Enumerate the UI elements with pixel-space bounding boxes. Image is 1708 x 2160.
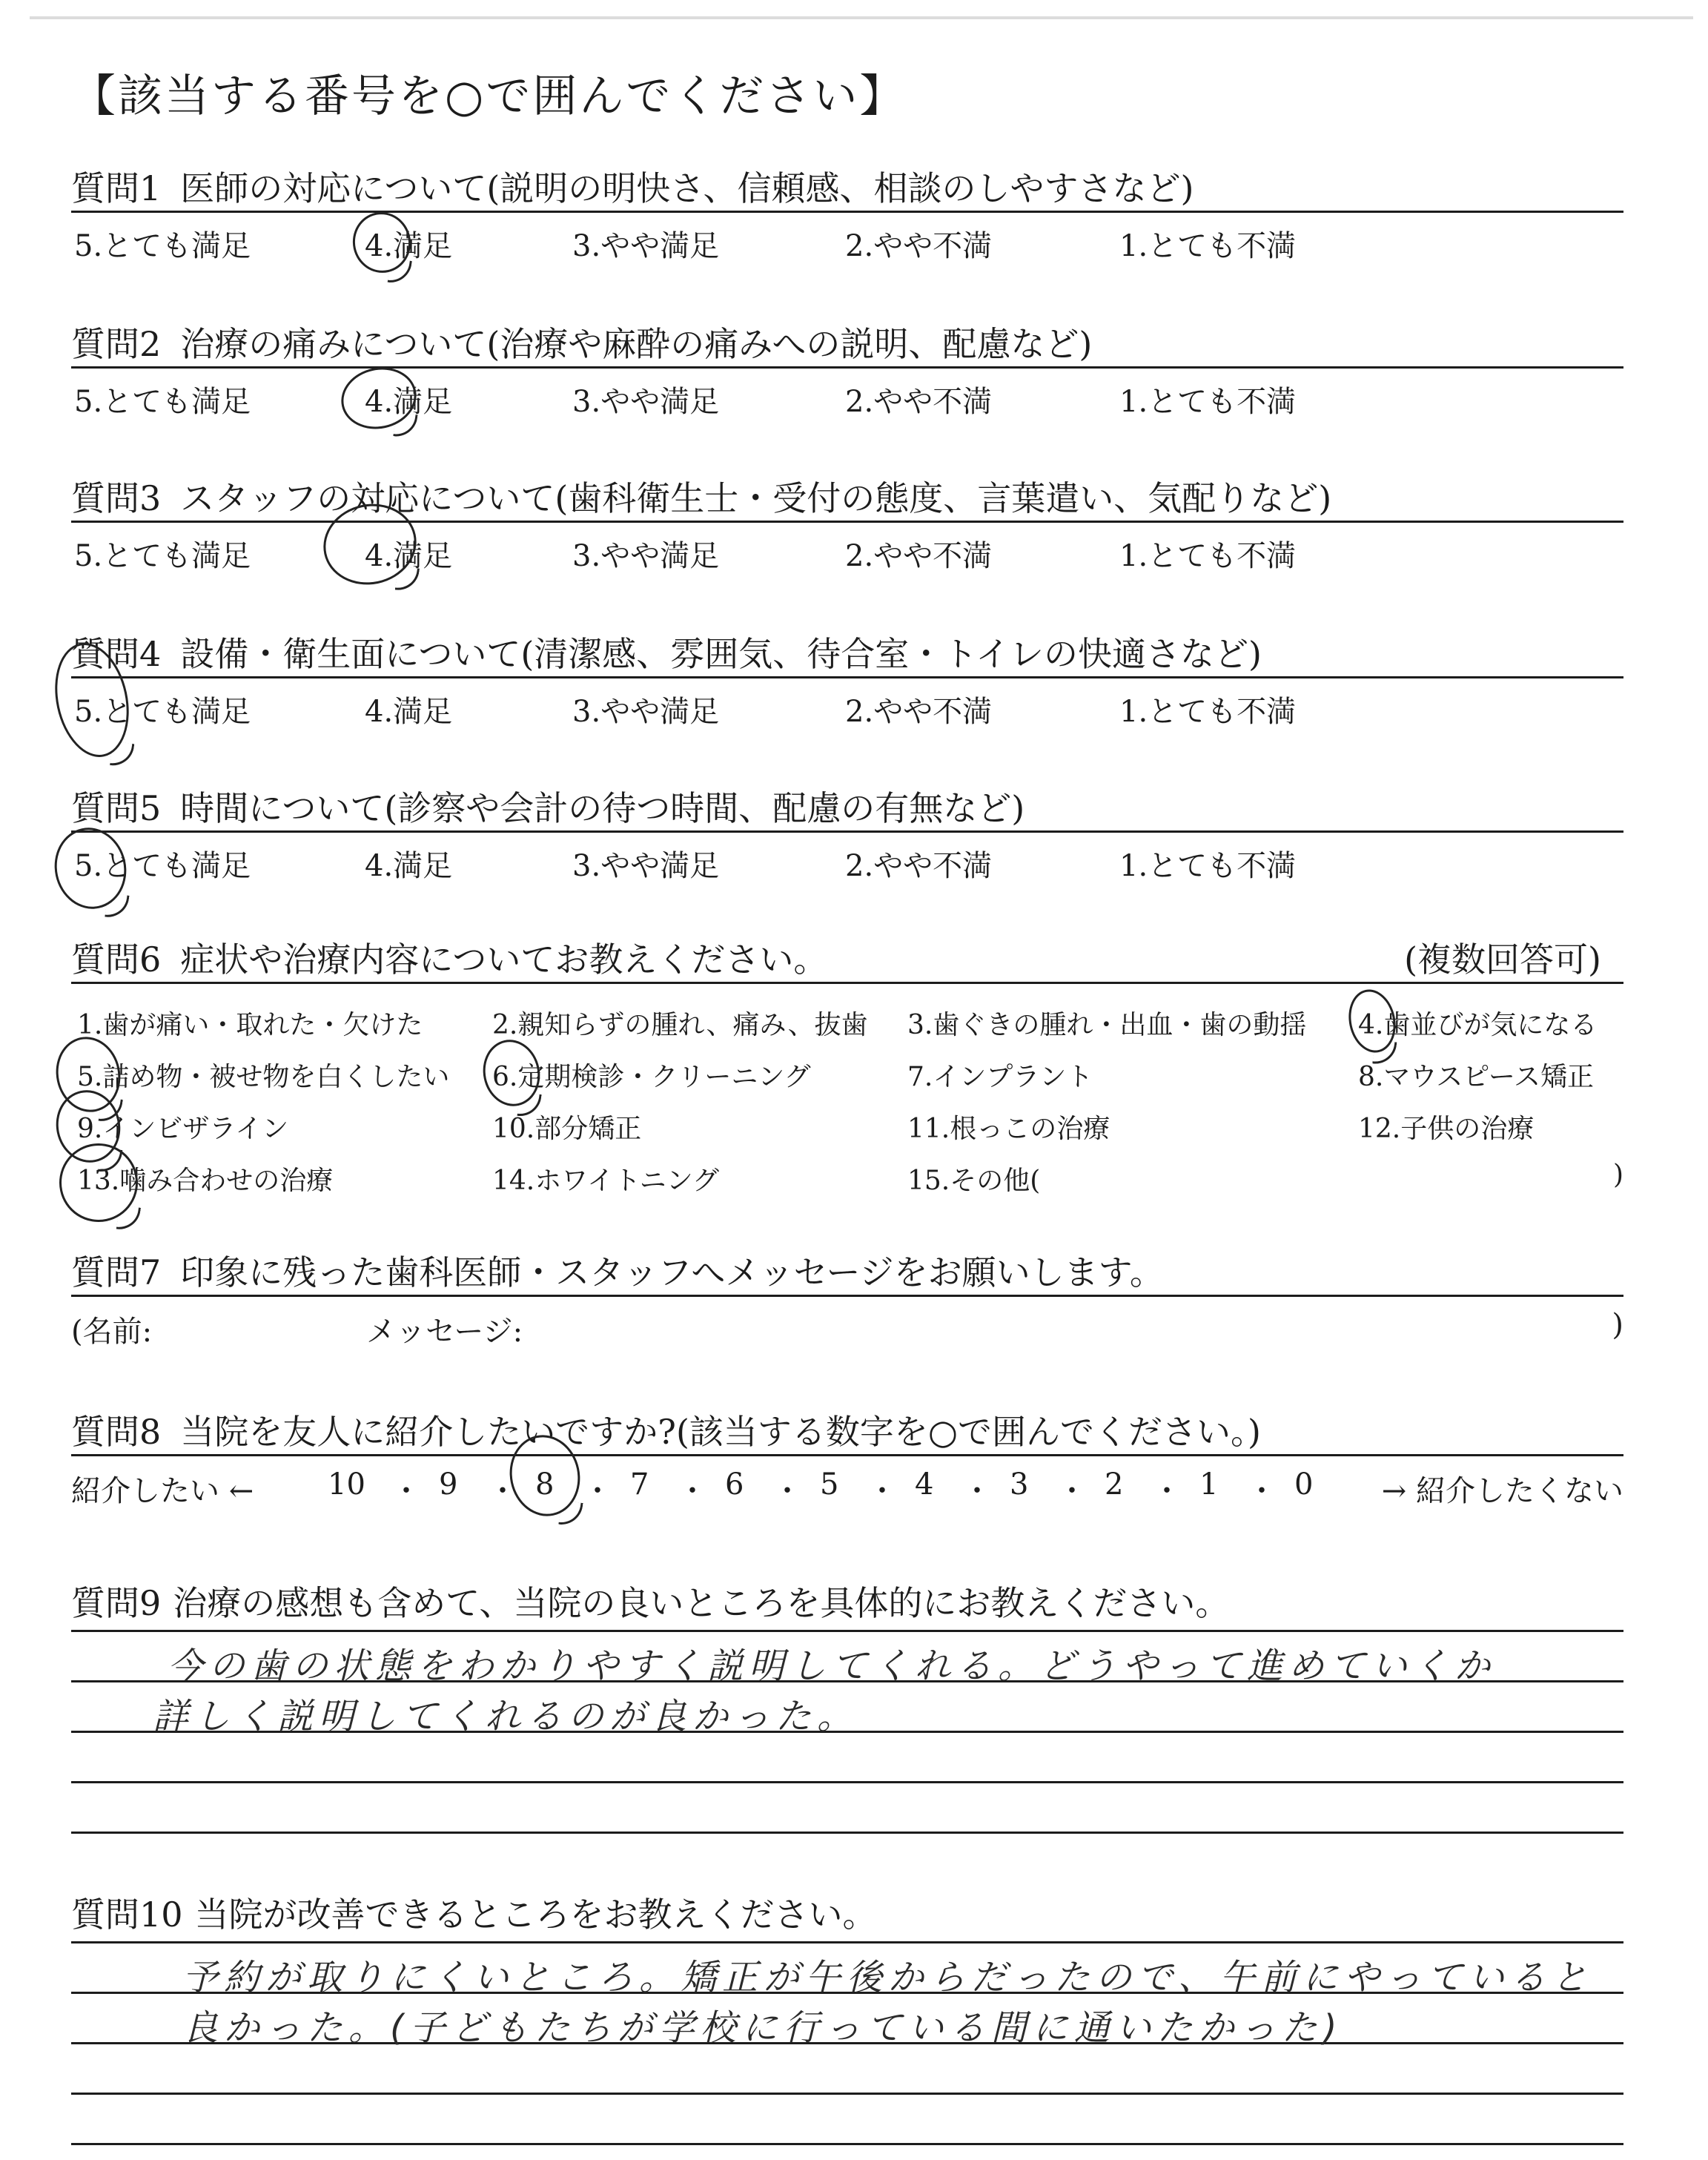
question-4-heading: [71, 627, 1262, 676]
question-8-heading: [71, 1405, 1261, 1454]
treatment-option-5[interactable]: 5.詰め物・被せ物を白くしたい: [77, 1062, 450, 1092]
divider: [71, 982, 1623, 984]
rating-option-5[interactable]: 5.とても満足: [74, 539, 251, 573]
question-text: 治療の痛みについて(治療や麻酔の痛みへの説明、配慮など): [180, 324, 1093, 364]
question-7: [71, 1246, 1623, 1350]
rating-option-4[interactable]: 4.満足: [365, 229, 453, 263]
divider: [71, 1295, 1623, 1297]
treatment-option-15[interactable]: 15.その他(: [907, 1166, 1041, 1196]
multiple-answers-note: (複数回答可): [1404, 939, 1601, 980]
selection-circle: [1343, 985, 1402, 1057]
question-text: 印象に残った歯科医師・スタッフへメッセージをお願いします。: [180, 1252, 1164, 1292]
question-5: [71, 782, 1623, 893]
handwritten-answer-line-2: 詳しく説明してくれるのが良かった。: [153, 1696, 859, 1737]
answer-line: [71, 1941, 1623, 1943]
answer-line: [71, 1781, 1623, 1783]
scale-separator: ・: [867, 1474, 897, 1508]
selection-circle: [477, 1034, 546, 1112]
score-5[interactable]: 5: [820, 1467, 839, 1502]
rating-option-1[interactable]: 1.とても不満: [1119, 695, 1297, 729]
rating-option-2[interactable]: 2.やや不満: [845, 849, 993, 883]
divider: [71, 1454, 1623, 1456]
rating-option-4[interactable]: 4.満足: [365, 695, 453, 729]
other-close-paren: ): [1612, 1160, 1623, 1190]
name-label: (名前:: [71, 1315, 153, 1349]
question-number: 質問7: [71, 1252, 162, 1292]
handwritten-answer-line-1: 今の歯の状態をわかりやすく説明してくれる。どうやって進めていくか: [168, 1645, 1497, 1687]
answer-line: [71, 1832, 1623, 1834]
divider: [71, 211, 1623, 213]
question-number: 質問3: [71, 478, 162, 518]
treatment-option-4[interactable]: 4.歯並びが気になる: [1358, 1010, 1598, 1040]
handwritten-answer-line-1: 予約が取りにくいところ。矯正が午後からだったので、午前にやっていると: [182, 1957, 1594, 1998]
score-10[interactable]: 10: [328, 1467, 365, 1502]
score-9[interactable]: 9: [439, 1467, 458, 1502]
question-4: [71, 627, 1623, 739]
treatment-option-11[interactable]: 11.根っこの治療: [907, 1114, 1110, 1144]
rating-option-2[interactable]: 2.やや不満: [845, 539, 993, 573]
score-0[interactable]: 0: [1294, 1467, 1314, 1502]
treatment-option-9[interactable]: 9.インビザライン: [77, 1114, 289, 1144]
question-6-heading: [71, 933, 827, 982]
question-text: 当院を友人に紹介したいですか?(該当する数字を○で囲んでください。): [180, 1412, 1261, 1452]
treatment-option-12[interactable]: 12.子供の治療: [1358, 1114, 1535, 1144]
treatment-option-1[interactable]: 1.歯が痛い・取れた・欠けた: [77, 1010, 423, 1040]
question-text: 時間について(診察や会計の待つ時間、配慮の有無など): [180, 788, 1025, 828]
rating-option-3[interactable]: 3.やや満足: [572, 849, 720, 883]
question-text: 症状や治療内容についてお教えください。: [180, 939, 828, 980]
scale-separator: ・: [1057, 1474, 1087, 1508]
scale-separator: ・: [391, 1474, 421, 1508]
question-3-heading: [71, 472, 1331, 521]
rating-option-4[interactable]: 4.満足: [365, 849, 453, 883]
treatment-option-7[interactable]: 7.インプラント: [907, 1062, 1093, 1092]
selection-circle: [347, 207, 416, 278]
question-2: [71, 317, 1623, 429]
question-text: 医師の対応について(説明の明快さ、信頼感、相談のしやすさなど): [180, 168, 1194, 208]
question-5-heading: [71, 782, 1025, 830]
question-number: 質問4: [71, 634, 162, 674]
scale-separator: ・: [962, 1474, 992, 1508]
question-10: [71, 1888, 1623, 2155]
divider: [71, 830, 1623, 833]
rating-option-3[interactable]: 3.やや満足: [572, 229, 720, 263]
question-9-heading: [71, 1576, 1229, 1625]
rating-option-2[interactable]: 2.やや不満: [845, 229, 993, 263]
top-border-rule: [30, 16, 1693, 19]
rating-option-1[interactable]: 1.とても不満: [1119, 385, 1297, 419]
treatment-option-14[interactable]: 14.ホワイトニング: [492, 1166, 720, 1196]
selection-circle: [336, 360, 423, 435]
question-text: 当院が改善できるところをお教えください。: [194, 1895, 877, 1935]
scale-separator: ・: [1152, 1474, 1182, 1508]
question-1: [71, 162, 1623, 273]
rating-option-3[interactable]: 3.やや満足: [572, 385, 720, 419]
rating-option-1[interactable]: 1.とても不満: [1119, 539, 1297, 573]
rating-option-3[interactable]: 3.やや満足: [572, 539, 720, 573]
handwritten-answer-line-2: 良かった。(子どもたちが学校に行っている間に通いたかった): [182, 2007, 1343, 2049]
rating-option-1[interactable]: 1.とても不満: [1119, 849, 1297, 883]
question-number: 質問10: [71, 1895, 183, 1935]
score-2[interactable]: 2: [1105, 1467, 1124, 1502]
rating-option-3[interactable]: 3.やや満足: [572, 695, 720, 729]
question-number: 質問2: [71, 324, 162, 364]
score-8[interactable]: 8: [535, 1467, 555, 1502]
question-number: 質問1: [71, 168, 162, 208]
score-6[interactable]: 6: [725, 1467, 744, 1502]
treatment-option-10[interactable]: 10.部分矯正: [492, 1114, 642, 1144]
rating-option-5[interactable]: 5.とても満足: [74, 849, 251, 883]
question-number: 質問9: [71, 1583, 162, 1623]
scale-separator: ・: [1247, 1474, 1277, 1508]
treatment-option-13[interactable]: 13.噛み合わせの治療: [77, 1166, 334, 1196]
score-7[interactable]: 7: [630, 1467, 649, 1502]
divider: [71, 521, 1623, 523]
question-1-heading: [71, 162, 1194, 211]
rating-option-4[interactable]: 4.満足: [365, 385, 453, 419]
answer-line: [71, 2093, 1623, 2095]
recommend-left-label: 紹介したい ←: [71, 1474, 254, 1508]
rating-option-5[interactable]: 5.とても満足: [74, 695, 251, 729]
question-9: [71, 1576, 1623, 1843]
question-text: 治療の感想も含めて、当院の良いところを具体的にお教えください。: [173, 1583, 1230, 1623]
answer-line: [71, 1630, 1623, 1632]
rating-option-5[interactable]: 5.とても満足: [74, 385, 251, 419]
treatment-option-3[interactable]: 3.歯ぐきの腫れ・出血・歯の動揺: [907, 1010, 1307, 1040]
scale-separator: ・: [583, 1474, 612, 1508]
score-3[interactable]: 3: [1010, 1467, 1029, 1502]
question-text: 設備・衛生面について(清潔感、雰囲気、待合室・トイレの快適さなど): [180, 634, 1262, 674]
answer-line: [71, 2143, 1623, 2145]
question-number: 質問6: [71, 939, 162, 980]
score-1[interactable]: 1: [1199, 1467, 1219, 1502]
question-text: スタッフの対応について(歯科衛生士・受付の態度、言葉遣い、気配りなど): [180, 478, 1332, 518]
rating-option-2[interactable]: 2.やや不満: [845, 385, 993, 419]
scale-separator: ・: [678, 1474, 707, 1508]
rating-option-5[interactable]: 5.とても満足: [74, 229, 251, 263]
score-4[interactable]: 4: [915, 1467, 934, 1502]
question-7-heading: [71, 1246, 1164, 1295]
question-6: [71, 933, 1623, 1215]
rating-option-4[interactable]: 4.満足: [365, 539, 453, 573]
scale-separator: ・: [488, 1474, 517, 1508]
recommend-right-label: → 紹介したくない: [1381, 1474, 1623, 1508]
rating-option-2[interactable]: 2.やや不満: [845, 695, 993, 729]
divider: [71, 676, 1623, 678]
treatment-option-2[interactable]: 2.親知らずの腫れ、痛み、抜歯: [492, 1010, 868, 1040]
selection-circle: [47, 821, 134, 916]
scale-separator: ・: [772, 1474, 802, 1508]
treatment-option-8[interactable]: 8.マウスピース矯正: [1358, 1062, 1595, 1092]
question-number: 質問5: [71, 788, 162, 828]
question-10-heading: [71, 1888, 877, 1937]
message-label: メッセージ:: [366, 1315, 523, 1349]
page-title: 【該当する番号を○で囲んでください】: [71, 70, 907, 122]
question-number: 質問8: [71, 1412, 162, 1452]
question-2-heading: [71, 317, 1092, 366]
rating-option-1[interactable]: 1.とても不満: [1119, 229, 1297, 263]
question-8: [71, 1405, 1623, 1516]
divider: [71, 366, 1623, 369]
treatment-option-6[interactable]: 6.定期検診・クリーニング: [492, 1062, 811, 1092]
question-3: [71, 472, 1623, 583]
message-close-paren: ): [1612, 1308, 1623, 1342]
